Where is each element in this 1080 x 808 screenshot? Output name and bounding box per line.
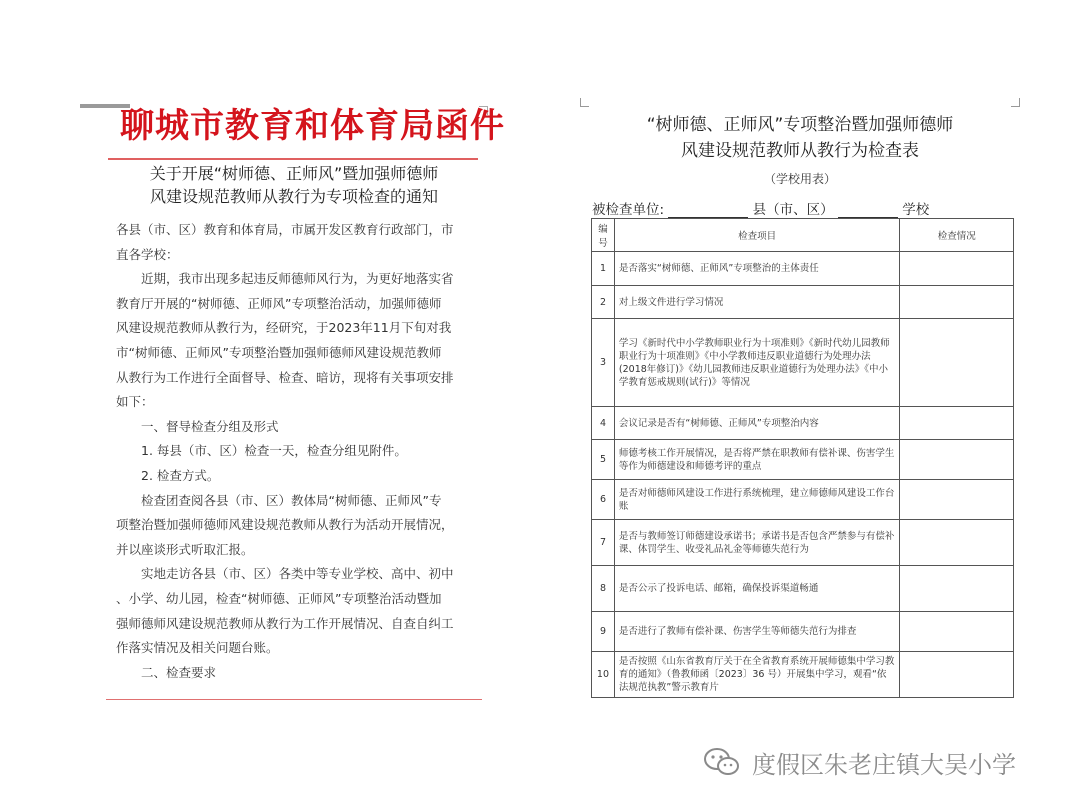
- row-number: 4: [592, 407, 615, 440]
- row-number: 5: [592, 440, 615, 480]
- row-result-cell[interactable]: [900, 407, 1014, 440]
- watermark: [702, 742, 1016, 782]
- inspected-unit-line: [592, 198, 1012, 218]
- county-blank: [668, 205, 748, 218]
- row-number: 6: [592, 480, 615, 520]
- inspected-unit-label: 被检查单位:: [592, 202, 665, 218]
- table-row: [592, 407, 1014, 440]
- county-label: 县（市、区）: [752, 202, 834, 218]
- notice-document: [80, 98, 505, 700]
- notice-paragraph-line: 项整治暨加强师德师风建设规范教师从教行为活动开展情况，: [116, 517, 454, 533]
- row-item: 是否对师德师风建设工作进行系统梳理，建立师德师风建设工作台账: [614, 480, 900, 520]
- row-result-cell[interactable]: [900, 612, 1014, 652]
- notice-paragraph-line: 、小学、幼儿园，检查“树师德、正师风”专项整治活动暨加: [116, 590, 442, 606]
- school-label: 学校: [902, 202, 930, 218]
- table-row: [592, 652, 1014, 698]
- notice-paragraph-line: 2. 检查方式。: [141, 467, 220, 483]
- notice-paragraph-line: 强师德师风建设规范教师从教行为工作开展情况、自查自纠工: [116, 615, 454, 631]
- table-row: [592, 480, 1014, 520]
- red-divider: [108, 158, 478, 160]
- notice-title: [114, 162, 474, 208]
- bottom-divider: [106, 699, 482, 700]
- form-subtitle: （学校用表）: [763, 172, 836, 186]
- letterhead: 聊城市教育和体育局函件: [120, 106, 505, 146]
- crop-mark: [580, 98, 589, 107]
- header-item: 检查项目: [614, 219, 900, 252]
- row-item: 是否按照《山东省教育厅关于在全省教育系统开展师德集中学习教育的通知》（鲁教师函〔2023〕36 号）开展集中学习，观看“依法规范执教”警示教育片: [614, 652, 900, 698]
- row-item: 是否与教师签订师德建设承诺书；承诺书是否包含严禁参与有偿补课、体罚学生、收受礼品礼金等师德失范行为: [614, 520, 900, 566]
- row-result-cell[interactable]: [900, 566, 1014, 612]
- notice-paragraph-line: 直各学校：: [116, 246, 179, 262]
- notice-title-line: 风建设规范教师从教行为专项检查的通知: [149, 187, 438, 206]
- notice-paragraph-line: 教育厅开展的“树师德、正师风”专项整治活动，加强师德师: [116, 295, 442, 311]
- form-title-line: “树师德、正师风”专项整治暨加强师德师: [646, 115, 954, 135]
- row-result-cell[interactable]: [900, 520, 1014, 566]
- inspection-table: [591, 218, 1014, 698]
- watermark-text: 度假区朱老庄镇大吴小学: [752, 750, 1016, 779]
- form-title-line: 风建设规范教师从教行为检查表: [681, 141, 919, 161]
- row-number: 2: [592, 286, 615, 319]
- table-row: [592, 440, 1014, 480]
- row-result-cell[interactable]: [900, 252, 1014, 286]
- row-number: 10: [592, 652, 615, 698]
- wechat-icon: [702, 746, 742, 778]
- table-header-row: [592, 219, 1014, 252]
- header-num: 编号: [592, 219, 615, 252]
- row-result-cell[interactable]: [900, 319, 1014, 407]
- header-result: 检查情况: [900, 219, 1014, 252]
- row-item: 是否落实“树师德、正师风”专项整治的主体责任: [614, 252, 900, 286]
- notice-paragraph-line: 近期，我市出现多起违反师德师风行为，为更好地落实省: [141, 271, 454, 287]
- row-number: 3: [592, 319, 615, 407]
- notice-paragraph-line: 从教行为工作进行全面督导、检查、暗访，现将有关事项安排: [116, 369, 454, 385]
- notice-body: [116, 218, 486, 685]
- table-row: [592, 252, 1014, 286]
- row-number: 7: [592, 520, 615, 566]
- table-row: [592, 520, 1014, 566]
- row-item: 是否进行了教师有偿补课、伤害学生等师德失范行为排查: [614, 612, 900, 652]
- row-item: 是否公示了投诉电话、邮箱，确保投诉渠道畅通: [614, 566, 900, 612]
- notice-paragraph-line: 并以座谈形式听取汇报。: [116, 541, 254, 557]
- school-blank: [838, 205, 898, 218]
- row-item: 对上级文件进行学习情况: [614, 286, 900, 319]
- notice-paragraph-line: 市“树师德、正师风”专项整治暨加强师德师风建设规范教师: [116, 344, 442, 360]
- notice-paragraph-line: 检查团查阅各县（市、区）教体局“树师德、正师风”专: [141, 492, 442, 508]
- row-item: 会议记录是否有“树师德、正师风”专项整治内容: [614, 407, 900, 440]
- table-row: [592, 286, 1014, 319]
- form-title: [580, 112, 1020, 164]
- notice-paragraph-line: 一、督导检查分组及形式: [141, 418, 279, 434]
- row-result-cell[interactable]: [900, 286, 1014, 319]
- notice-title-line: 关于开展“树师德、正师风”暨加强师德师: [149, 164, 439, 183]
- notice-paragraph-line: 1. 每县（市、区）检查一天，检查分组见附件。: [141, 443, 407, 459]
- table-row: [592, 319, 1014, 407]
- notice-paragraph-line: 二、检查要求: [141, 664, 217, 680]
- row-result-cell[interactable]: [900, 480, 1014, 520]
- table-row: [592, 612, 1014, 652]
- inspection-form: [580, 98, 1020, 718]
- notice-paragraph-line: 风建设规范教师从教行为，经研究，于2023年11月下旬对我: [116, 320, 452, 336]
- table-row: [592, 566, 1014, 612]
- notice-paragraph-line: 各县（市、区）教育和体育局，市属开发区教育行政部门，市: [116, 222, 454, 237]
- row-result-cell[interactable]: [900, 652, 1014, 698]
- notice-paragraph-line: 作落实情况及相关问题台账。: [116, 640, 279, 656]
- crop-mark: [1011, 98, 1020, 107]
- row-item: 师德考核工作开展情况，是否将严禁在职教师有偿补课、伤害学生等作为师德建设和师德考评的重点: [614, 440, 900, 480]
- row-number: 1: [592, 252, 615, 286]
- row-number: 9: [592, 612, 615, 652]
- notice-paragraph-line: 实地走访各县（市、区）各类中等专业学校、高中、初中: [141, 566, 454, 582]
- row-number: 8: [592, 566, 615, 612]
- row-result-cell[interactable]: [900, 440, 1014, 480]
- row-item: 学习《新时代中小学教师职业行为十项准则》《新时代幼儿园教师职业行为十项准则》《中小学教师违反职业道德行为处理办法(2018年修订)》《幼儿园教师违反职业道德行为处理办法》《中小学教育惩戒规则(试行)》等情况: [614, 319, 900, 407]
- notice-paragraph-line: 如下：: [116, 394, 154, 410]
